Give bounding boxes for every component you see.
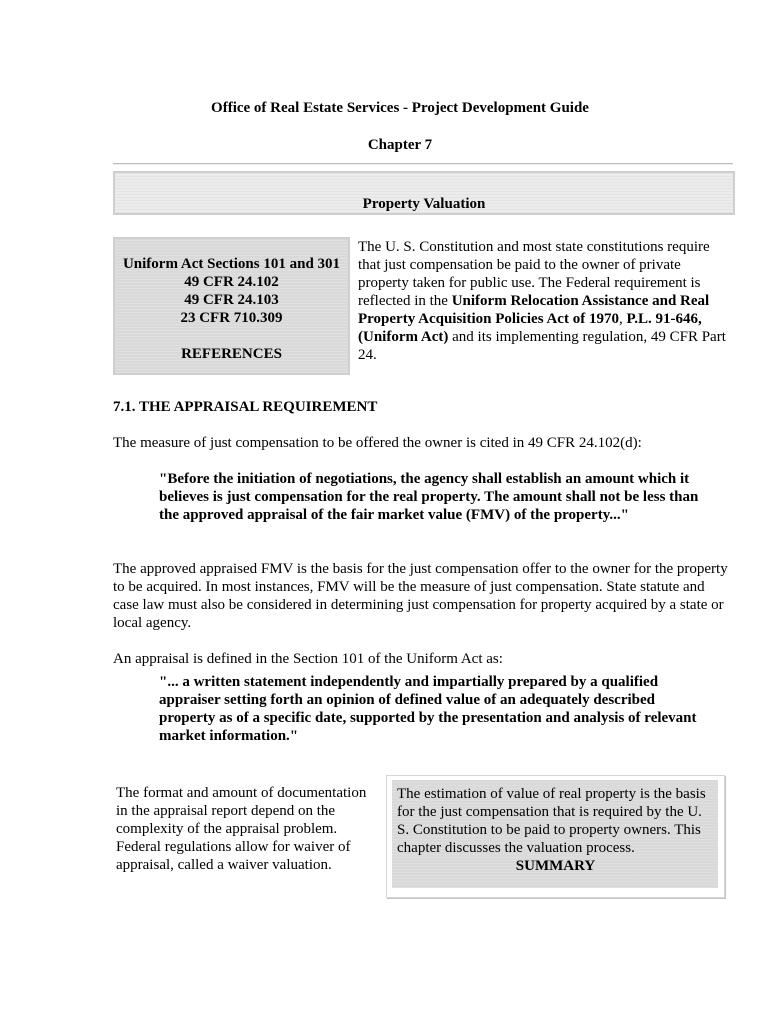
uniform-act-title: Uniform Relocation Assistance and Real Property Acquisition Policies Act of 1970 [358, 293, 710, 327]
section-title-box [113, 171, 735, 215]
references-label: REFERENCES [181, 346, 282, 362]
section-heading: 7.1. THE APPRAISAL REQUIREMENT [113, 399, 378, 415]
section-intro-paragraph: The measure of just compensation to be offered the owner is cited in 49 CFR 24.102(d): [113, 435, 642, 451]
summary-label: SUMMARY [515, 858, 596, 874]
regulation-quote: "Before the initiation of negotiations, the agency shall establish an amount which it believes is just compensation for the real property. The amount shall not be less than the approved appraisal of the fair market value (FMV) of the property..." [159, 471, 699, 523]
intro-paragraph [358, 238, 728, 364]
section-title: Property Valuation [362, 196, 486, 212]
intro-text-1: The U. S. Constitution and most state constitutions require that just compensation be paid to the owner of private property taken for public use. The Federal requirement is reflected in the [358, 239, 710, 309]
public-law-citation: P.L. 91-646, (Uniform Act) [358, 311, 702, 345]
reference-cfr-24-103: 49 CFR 24.103 [184, 292, 279, 308]
appraisal-definition-intro: An appraisal is defined in the Section 101 of the Uniform Act as: [113, 651, 503, 667]
references-box [113, 237, 350, 375]
summary-text: The estimation of value of real property is the basis for the just compensation that is required by the U. S. Constitution to be paid to property owners. This chapter discusses the valuation process. [397, 786, 706, 856]
reference-cfr-24-102: 49 CFR 24.102 [184, 274, 279, 290]
reference-cfr-710-309: 23 CFR 710.309 [180, 310, 283, 326]
chapter-title: Chapter 7 [367, 137, 433, 153]
reference-uniform-act: Uniform Act Sections 101 and 301 [122, 256, 341, 272]
waiver-note: The format and amount of documentation in the appraisal report depend on the complexity of the appraisal problem. Federal regulations allow for waiver of appraisal, called a waiver valuation. [116, 785, 367, 873]
appraisal-definition-quote: "... a written statement independently and impartially prepared by a qualified appraiser setting forth an opinion of defined value of an adequately described property as of a specific date, supported by the presentation and analysis of relevant market information." [159, 674, 697, 744]
summary-box [386, 775, 725, 898]
summary-panel [392, 780, 718, 888]
fmv-paragraph: The approved appraised FMV is the basis for the just compensation offer to the owner for the property to be acquired. In most instances, FMV will be the measure of just compensation. State statute and case law must also be considered in determining just compensation for property acquired by a state or local agency. [113, 561, 728, 631]
intro-text-2: , [618, 311, 627, 327]
header-divider [113, 163, 733, 165]
intro-text-3: and its implementing regulation, 49 CFR Part 24. [358, 329, 726, 363]
document-header: Office of Real Estate Services - Project Development Guide [211, 100, 589, 116]
